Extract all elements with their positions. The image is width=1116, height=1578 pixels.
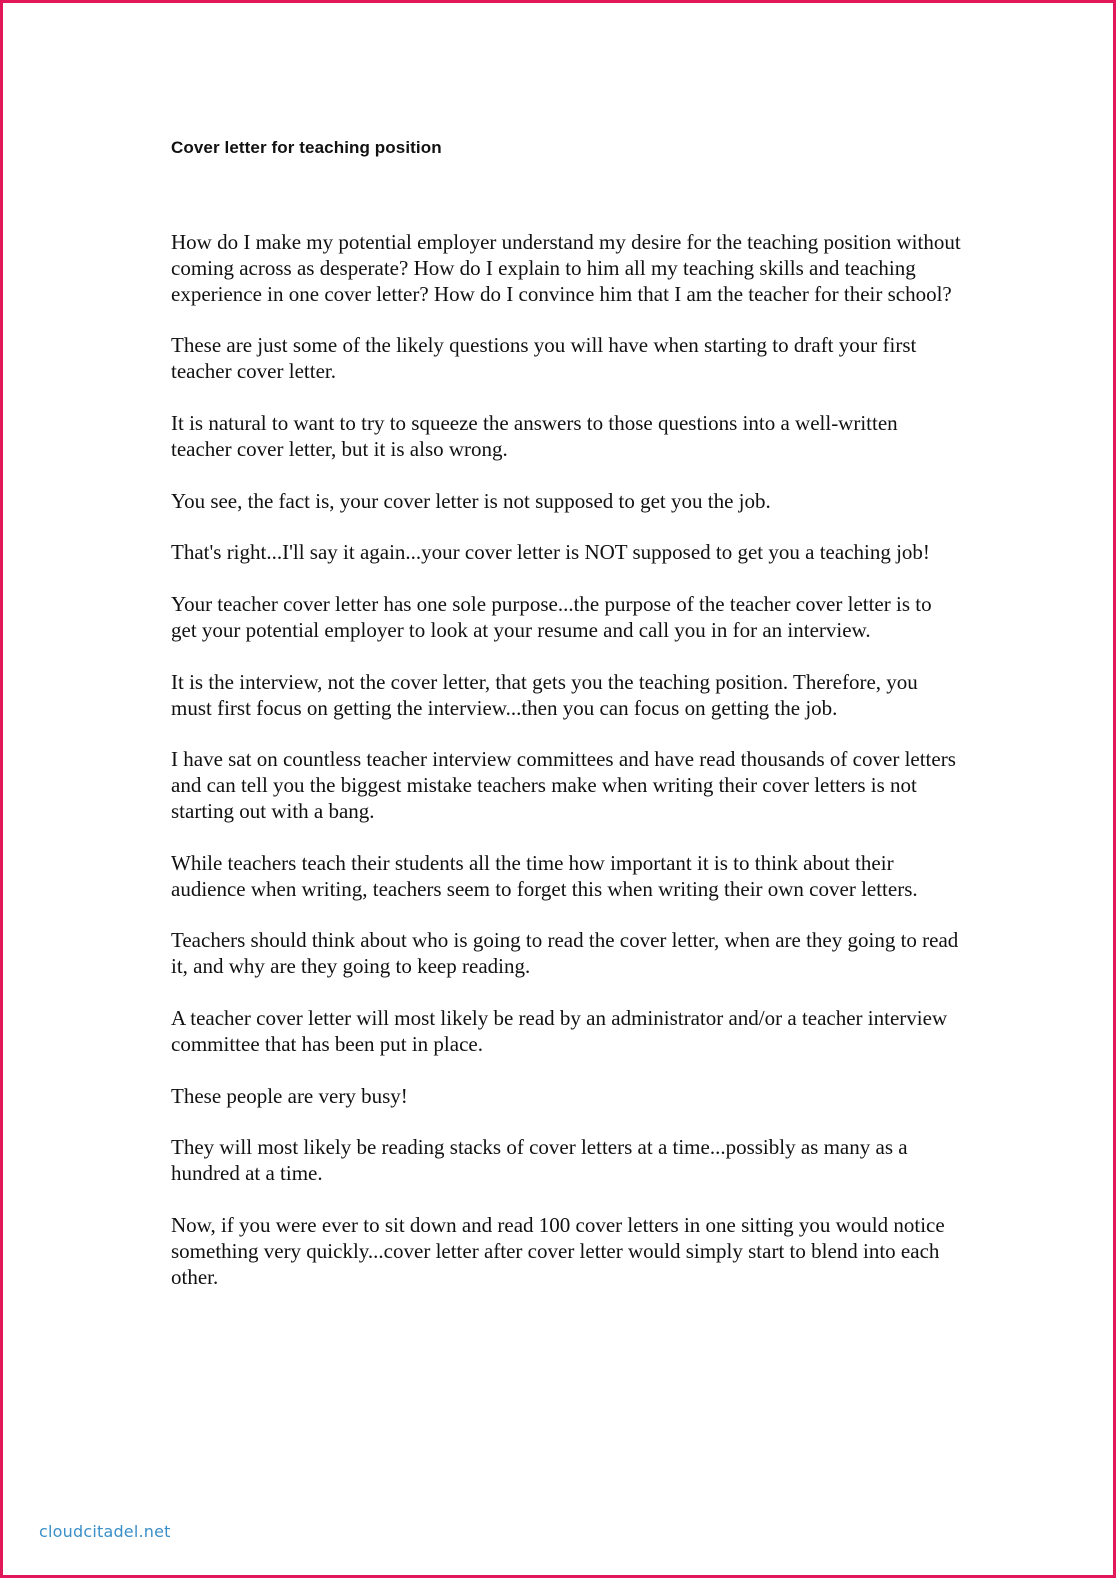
body-paragraph: It is natural to want to try to squeeze the answers to those questions into a well-written teacher cover letter, but it is also wrong. [171,410,898,461]
body-paragraph: That's right...I'll say it again...your cover letter is NOT supposed to get you a teaching job! [171,540,930,565]
body-paragraph: You see, the fact is, your cover letter is not supposed to get you the job. [171,488,771,513]
body-paragraph: While teachers teach their students all the time how important it is to think about their audience when writing, teachers seem to forget this when writing their own cover letters. [171,850,918,901]
body-paragraph: These are just some of the likely questions you will have when starting to draft your first teacher cover letter. [171,333,917,384]
document-body [171,230,961,1316]
body-paragraph: I have sat on countless teacher interview committees and have read thousands of cover letters and can tell you the biggest mistake teachers make when writing their cover letters is not starting out with a bang. [171,747,956,823]
site-watermark: cloudcitadel.net [39,1522,171,1541]
body-paragraph: It is the interview, not the cover letter, that gets you the teaching position. Therefore, you must first focus on getting the interview...then you can focus on getting the job. [171,669,918,720]
body-paragraph: Your teacher cover letter has one sole purpose...the purpose of the teacher cover letter is to get your potential employer to look at your resume and call you in for an interview. [171,592,932,642]
body-paragraph: Now, if you were ever to sit down and read 100 cover letters in one sitting you would notice something very quickly...cover letter after cover letter would simply start to blend into each other. [171,1212,945,1289]
body-paragraph: A teacher cover letter will most likely be read by an administrator and/or a teacher interview committee that has been put in place. [171,1005,948,1056]
body-paragraph: These people are very busy! [171,1083,408,1108]
body-paragraph: They will most likely be reading stacks of cover letters at a time...possibly as many as a hundred at a time. [171,1135,908,1186]
body-paragraph: How do I make my potential employer understand my desire for the teaching position without coming across as desperate? How do I explain to him all my teaching skills and teaching experience in one cover letter? How do I convince him that I am the teacher for their school? [171,230,961,306]
document-title: Cover letter for teaching position [171,138,442,157]
body-paragraph: Teachers should think about who is going to read the cover letter, when are they going to read it, and why are they going to keep reading. [171,928,959,979]
